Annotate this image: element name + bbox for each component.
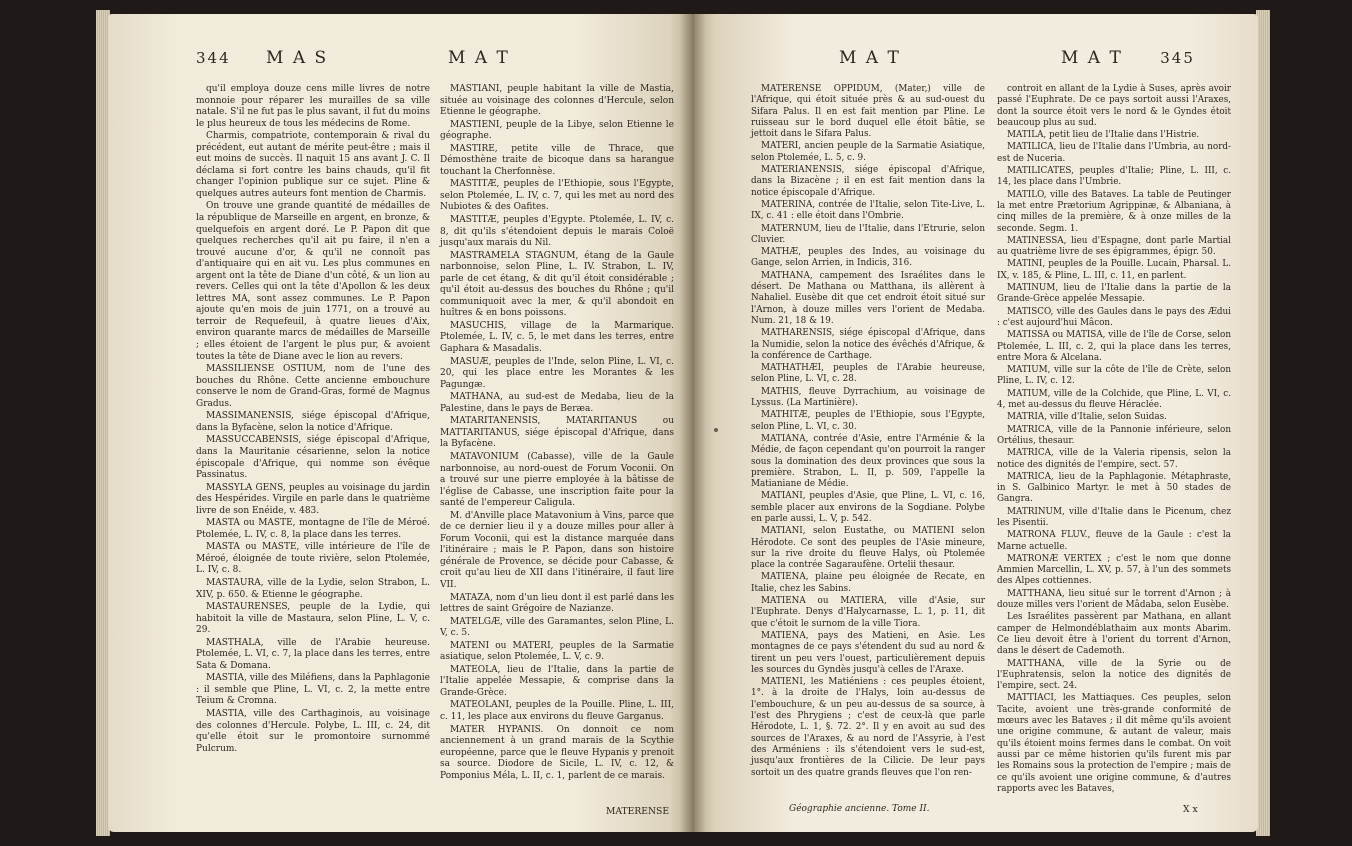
right-page-header-right: [1061, 48, 1195, 68]
dictionary-entry: MATIUM, ville de la Colchide, que Pline, L. VI, c. 4, met au-dessus du fleuve Héraclée.: [997, 388, 1231, 411]
dictionary-entry: MATERI, ancien peuple de la Sarmatie Asiatique, selon Ptolemée, L. 5, c. 9.: [751, 141, 985, 163]
dictionary-entry: MATER HYPANIS. On donnoit ce nom anciennement à un grand marais de la Scythie européenne, parce que le fleuve Hypanis y prenoit sa source. Diodore de Sicile, L. IV, c. 12, & Pomponius Méla, L. II, c. 1, parlent de ce marais.: [440, 724, 674, 781]
dictionary-entry: MATHIS, fleuve Dyrrachium, au voisinage de Lyssus. (La Martinière).: [751, 386, 985, 409]
dictionary-entry: MATEOLA, lieu de l'Italie, dans la partie de l'Italie appelée Messapie, & comprise dans la Grande-Grèce.: [440, 664, 674, 698]
right-page-edges: [1256, 10, 1270, 836]
dictionary-entry: MATERINA, contrée de l'Italie, selon Tite-Live, L. IX, c. 41 : elle étoit dans l'Ombrie.: [751, 199, 985, 222]
right-header-word-1: M A T: [839, 48, 901, 68]
right-page-signature: Géographie ancienne. Tome II.: [789, 804, 930, 814]
right-page-number: 345: [1160, 49, 1195, 67]
dictionary-entry: MASSUCCABENSIS, siége épiscopal d'Afrique, dans la Mauritanie césarienne, selon la notice épiscopale d'Afrique, qui nomme son évêque Passinatus.: [196, 435, 430, 481]
dictionary-entry: MASTIANI, peuple habitant la ville de Mastia, située au voisinage des colonnes d'Hercule, selon Etienne le géographe.: [440, 84, 674, 118]
dictionary-entry: MATHATHÆI, peuples de l'Arabie heureuse, selon Pline, L. VI, c. 28.: [751, 363, 985, 385]
left-page-header-left: [196, 48, 328, 68]
dictionary-entry: MATILO, ville des Bataves. La table de Peutinger la met entre Prætorium Agrippinæ, & Albaniana, à cinq milles de la première, & à onze milles de la seconde. Segm. 1.: [997, 189, 1231, 234]
dictionary-entry: controit en allant de la Lydie à Suses, après avoir passé l'Euphrate. De ce pays sortoit aussi l'Araxes, dont la source étoit vers le nord & le Gyndes étoit beaucoup plus au sud.: [997, 84, 1231, 128]
dictionary-entry: MASSIMANENSIS, siége épiscopal d'Afrique, dans la Byfacène, selon la notice d'Afrique.: [196, 411, 430, 433]
dictionary-entry: MATIENI, les Matiéniens : ces peuples étoient, 1°. à la droite de l'Halys, loin au-dessus de l'embouchure, & un peu au-dessus de sa source, à l'est des Phrygiens ; c'est de ceux-là que parle Hérodote, L. 1, §. 72. 2°. Il y en avoit au sud des sources de l'Araxes, & au nord de l'Assyrie, à l'est des Arméniens : ils s'étendoient vers le sud-est, jusqu'aux frontières de la Cilicie. De leur pays sortoit un des quatre grands fleuves que l'on ren-: [751, 677, 985, 778]
dictionary-entry: MASTITÆ, peuples de l'Ethiopie, sous l'Egypte, selon Ptolemée, L. IV, c. 7, qui les met au nord des Nubiotes & des Oafites.: [440, 179, 674, 213]
book-gutter: [680, 14, 706, 832]
dictionary-entry: MASSILIENSE OSTIUM, nom de l'une des bouches du Rhône. Cette ancienne embouchure conserve le nom de Grand-Gras, formé de Magnus Gradus.: [196, 364, 430, 409]
dictionary-entry: MASTIRE, petite ville de Thrace, que Démosthène traite de bicoque dans sa harangue touchant la Cherfonnèse.: [440, 143, 674, 177]
left-header-word-2: M A T: [448, 48, 510, 68]
dictionary-entry: MATAVONIUM (Cabasse), ville de la Gaule narbonnoise, au nord-ouest de Forum Voconii. On a trouvé sur une pierre employée à la bâtisse de l'église de Cabasse, une inscription faite pour la santé de l'empereur Caligula.: [440, 451, 674, 509]
dictionary-entry: MATISCO, ville des Gaules dans le pays des Ædui : c'est aujourd'hui Mâcon.: [997, 306, 1231, 328]
dictionary-entry: MASTAURENSES, peuple de la Lydie, qui habitoit la ville de Mastaura, selon Pline, L. V, c. 29.: [196, 602, 430, 636]
dictionary-entry: MASTIENI, peuple de la Libye, selon Etienne le géographe.: [440, 119, 674, 142]
dictionary-entry: MATRICA, ville de la Pannonie inférieure, selon Ortélius, thesaur.: [997, 424, 1231, 446]
dictionary-entry: MATHÆ, peuples des Indes, au voisinage du Gange, selon Arrien, in Indicis, 316.: [751, 247, 985, 269]
dictionary-entry: MATERIANENSIS, siége épiscopal d'Afrique, dans la Bizacène ; il en est fait mention dans la notice épiscopale d'Afrique.: [751, 165, 985, 198]
left-page-column-1: [196, 84, 430, 756]
dictionary-entry: MATENI ou MATERI, peuples de la Sarmatie asiatique, selon Ptolemée, L. V, c. 9.: [440, 640, 674, 663]
dictionary-entry: MASTAURA, ville de la Lydie, selon Strabon, L. XIV, p. 650. & Etienne le géographe.: [196, 577, 430, 600]
dictionary-entry: MATERENSE OPPIDUM, (Mater,) ville de l'Afrique, qui étoit située près & au sud-ouest du Sifara Palus. Il en est fait mention par Pline. Le ruisseau sur le bord duquel elle étoit bâtie, se jettoit dans le Sifara Palus.: [751, 84, 985, 140]
dictionary-entry: MATIENA, pays des Matieni, en Asie. Les montagnes de ce pays s'étendent du sud au nord & tirent un peu vers l'ouest, particulièrement depuis les sources du Gyndès jusqu'à celles de l'Araxe.: [751, 630, 985, 675]
dictionary-entry: MASTA ou MASTE, ville intérieure de l'île de Méroé, éloignée de toute rivière, selon Ptolemée, L. IV, c. 8.: [196, 542, 430, 576]
dictionary-entry: MATELGÆ, ville des Garamantes, selon Pline, L. V, c. 5.: [440, 616, 674, 639]
dictionary-entry: MATHARENSIS, siége épiscopal d'Afrique, dans la Numidie, selon la notice des évêchés d'Afrique, & la conférence de Carthage.: [751, 328, 985, 361]
dictionary-entry: MATTHANA, ville de la Syrie ou de l'Euphratensis, selon la notice des dignités de l'empire, sect. 24.: [997, 658, 1231, 692]
dictionary-entry: MATIANA, contrée d'Asie, entre l'Arménie & la Médie, de façon cependant qu'on pourroit la ranger sous la domination des deux provinces que sous la première. Strabon, L. II, p. 509, l'appelle la Matianiane de Médie.: [751, 433, 985, 490]
dictionary-entry: MATHITÆ, peuples de l'Ethiopie, sous l'Egypte, selon Pline, L. VI, c. 30.: [751, 410, 985, 432]
dictionary-entry: MATRINUM, ville d'Italie dans le Picenum, chez les Pisentii.: [997, 506, 1231, 528]
dictionary-entry: MATINUM, lieu de l'Italie dans la partie de la Grande-Grèce appelée Messapie.: [997, 283, 1231, 305]
dictionary-entry: MATRIA, ville d'Italie, selon Suidas.: [1007, 412, 1167, 423]
dictionary-entry: MATIANI, peuples d'Asie, que Pline, L. VI, c. 16, semble placer aux environs de la Sogdiane. Polybe en parle aussi, L. V, p. 542.: [751, 491, 985, 524]
dictionary-entry: Les Israélites passèrent par Mathana, en allant camper de Helmondéblathaim aux monts Abarim. Ce lieu devoit être à l'orient du torrent d'Arnon, dans le désert de Cademoth.: [997, 612, 1231, 657]
dictionary-entry: MATARITANENSIS, MATARITANUS ou MATTARITANUS, siége épiscopal d'Afrique, dans la Byfacène.: [440, 416, 674, 450]
dictionary-entry: MATERNUM, lieu de l'Italie, dans l'Etrurie, selon Cluvier.: [751, 223, 985, 245]
dictionary-entry: MATINI, peuples de la Pouille. Lucain, Pharsal. L. IX, v. 185, & Pline, L. III, c. 11, en parlent.: [997, 259, 1231, 281]
dictionary-entry: MATTHANA, lieu situé sur le torrent d'Arnon ; à douze milles vers l'orient de Mâdaba, selon Eusèbe.: [997, 588, 1231, 611]
left-page-number: 344: [196, 49, 231, 67]
right-header-word-2: M A T: [1061, 48, 1123, 68]
page-mark: [714, 428, 718, 432]
dictionary-entry: MATILICA, lieu de l'Italie dans l'Umbria, au nord-est de Nuceria.: [997, 142, 1231, 164]
dictionary-entry: MASTA ou MASTE, montagne de l'île de Méroé. Ptolemée, L. IV, c. 8, la place dans les terres.: [196, 518, 430, 540]
dictionary-entry: MATIUM, ville sur la côte de l'île de Crète, selon Pline, L. IV, c. 12.: [997, 365, 1231, 387]
dictionary-entry: Charmis, compatriote, contemporain & rival du précédent, eut autant de mérite peut-être ; mais il eut moins de succès. Il naquit 15 ans avant J. C. Il déclama si fort contre les bains chauds, qu'il fit changer l'opinion publique sur ce sujet. Pline & quelques autres auteurs font mention de Charmis.: [196, 131, 430, 199]
left-page-column-2: [440, 84, 674, 783]
dictionary-entry: MASUCHIS, village de la Marmarique. Ptolemée, L. IV, c. 5, le met dans les terres, entre Gaphara & Masadalis.: [440, 320, 674, 355]
left-page: [108, 14, 693, 832]
dictionary-entry: qu'il employa douze cens mille livres de notre monnoie pour réparer les murailles de sa ville natale. S'il ne fut pas le plus savant, il fut du moins le plus heureux de tous les médecins de Rome.: [196, 84, 430, 129]
dictionary-entry: MATRONÆ VERTEX ; c'est le nom que donne Ammien Marcellin, L. XV, p. 57, à l'un des sommets des Alpes cottiennes.: [997, 553, 1231, 587]
dictionary-entry: MASSYLA GENS, peuples au voisinage du jardin des Hespérides. Virgile en parle dans le quatrième livre de son Enéide, v. 483.: [196, 482, 430, 516]
right-page-column-2: [997, 84, 1231, 796]
dictionary-entry: MASTHALA, ville de l'Arabie heureuse. Ptolemée, L. VI, c. 7, la place dans les terres, entre Sata & Domana.: [196, 637, 430, 671]
dictionary-entry: MATIANI, selon Eustathe, ou MATIENI selon Hérodote. Ce sont des peuples de l'Asie mineure, sur la rive droite du fleuve Halys, où Ptolemée place la contrée Sagaraufène. Ortelii thesaur.: [751, 526, 985, 571]
dictionary-entry: MASTRAMELA STAGNUM, étang de la Gaule narbonnoise, selon Pline, L. IV. Strabon, L. IV, parle de cet étang, & dit qu'il étoit considérable ; qu'il étoit au-dessus des bouches du Rhône ; qu'il communiquoit avec la mer, & qu'il abondoit en huîtres & en bons poissons.: [440, 250, 674, 319]
left-page-catchword: MATERENSE: [606, 806, 670, 817]
dictionary-entry: MASTITÆ, peuples d'Egypte. Ptolemée, L. IV, c. 8, dit qu'ils s'étendoient depuis le marais Coloë jusqu'aux marais du Nil.: [440, 215, 674, 249]
dictionary-entry: MATISSA ou MATISA, ville de l'île de Corse, selon Ptolemée, L. III, c. 2, qui la place dans les terres, entre Mora & Alcelana.: [997, 330, 1231, 363]
dictionary-entry: MATRICA, ville de la Valeria ripensis, selon la notice des dignités de l'empire, sect. 57.: [997, 448, 1231, 470]
dictionary-entry: MATHANA, campement des Israélites dans le désert. De Mathana ou Matthana, ils allèrent à Nahaliel. Eusèbe dit que cet endroit étoit situé sur l'Arnon, à douze milles vers l'orient de Medaba. Num. 21, 18 & 19.: [751, 270, 985, 326]
dictionary-entry: MATRONA FLUV., fleuve de la Gaule : c'est la Marne actuelle.: [997, 530, 1231, 552]
right-page-signature-mark: X x: [1183, 804, 1198, 815]
dictionary-entry: MATILA, petit lieu de l'Italie dans l'Histrie.: [1007, 130, 1200, 141]
dictionary-entry: MASTIA, ville des Miléfiens, dans la Paphlagonie : il semble que Pline, L. VI, c. 2, la mette entre Teium & Cromna.: [196, 673, 430, 707]
dictionary-entry: MATRICA, lieu de la Paphlagonie. Métaphraste, in S. Galbinico Martyr. le met à 50 stades de Gangra.: [997, 471, 1231, 505]
dictionary-entry: MATIENA ou MATIERA, ville d'Asie, sur l'Euphrate. Denys d'Halycarnasse, L. 1, p. 11, dit que c'étoit le surnom de la ville Tiora.: [751, 596, 985, 629]
left-header-word-1: M A S: [266, 48, 329, 68]
dictionary-entry: MATAZA, nom d'un lieu dont il est parlé dans les lettres de saint Grégoire de Nazianze.: [440, 592, 674, 615]
dictionary-entry: MATINESSA, lieu d'Espagne, dont parle Martial au quatrième livre de ses épigrammes, épigr. 50.: [997, 235, 1231, 258]
dictionary-entry: MATIENA, plaine peu éloignée de Recate, en Italie, chez les Sabins.: [751, 572, 985, 594]
right-page-column-1: [751, 84, 985, 780]
dictionary-entry: M. d'Anville place Matavonium à Vins, parce que de ce dernier lieu il y a douze milles pour aller à Forum Voconii, qui est la distance marquée dans l'itinéraire ; mais le P. Papon, dans son histoire générale de Provence, se décide pour Cabasse, & croit qu'au lieu de XII dans l'itinéraire, il faut lire VII.: [440, 510, 674, 590]
dictionary-entry: MATEOLANI, peuples de la Pouille. Pline, L. III, c. 11, les place aux environs du fleuve Garganus.: [440, 700, 674, 722]
dictionary-entry: On trouve une grande quantité de médailles de la république de Marseille en argent, en bronze, & quelquefois en argent doré. Le P. Papon dit que quelques recherches qu'il ait pu faire, il n'en a trouvé aucune d'or, & qu'il ne connoît pas d'antiquaire qui en ait vu. Les plus communes en argent ont la tête de Diane d'un côté, & un lion au revers. Celles qui ont la tête d'Apollon & les deux lettres MA, sont assez communes. Le P. Papon ajoute qu'en mois de juin 1771, on a trouvé au terroir de Requefeuil, à quatre lieues d'Aix, environ quarante marcs de médailles de Marseille ; elles étoient de l'argent le plus pur, & avoient toutes la tête de Diane avec le lion au revers.: [196, 201, 430, 362]
dictionary-entry: MATHANA, au sud-est de Medaba, lieu de la Palestine, dans le pays de Beræa.: [440, 392, 674, 414]
dictionary-entry: MASTIA, ville des Carthaginois, au voisinage des colonnes d'Hercule. Polybe, L. III, c. 24, dit qu'elle étoit sur le promontoire surnommé Pulcrum.: [196, 708, 430, 754]
right-page: [693, 14, 1258, 832]
dictionary-entry: MATILICATES, peuples d'Italie; Pline, L. III, c. 14, les place dans l'Umbrie.: [997, 166, 1231, 188]
dictionary-entry: MASUÆ, peuples de l'Inde, selon Pline, L. VI, c. 20, qui les place entre les Morantes & les Pagungæ.: [440, 356, 674, 390]
dictionary-entry: MATTIACI, les Mattiaques. Ces peuples, selon Tacite, avoient une très-grande conformité de mœurs avec les Bataves ; il dit même qu'ils avoient une origine commune, & autant de valeur, mais qu'ils étoient moins fermes dans le combat. On voit aussi par ce même historien qu'ils furent mis par les Romains sous la protection de l'empire ; mais de ce qu'ils avoient une origine commune, & d'autres rapports avec les Bataves,: [997, 693, 1231, 794]
